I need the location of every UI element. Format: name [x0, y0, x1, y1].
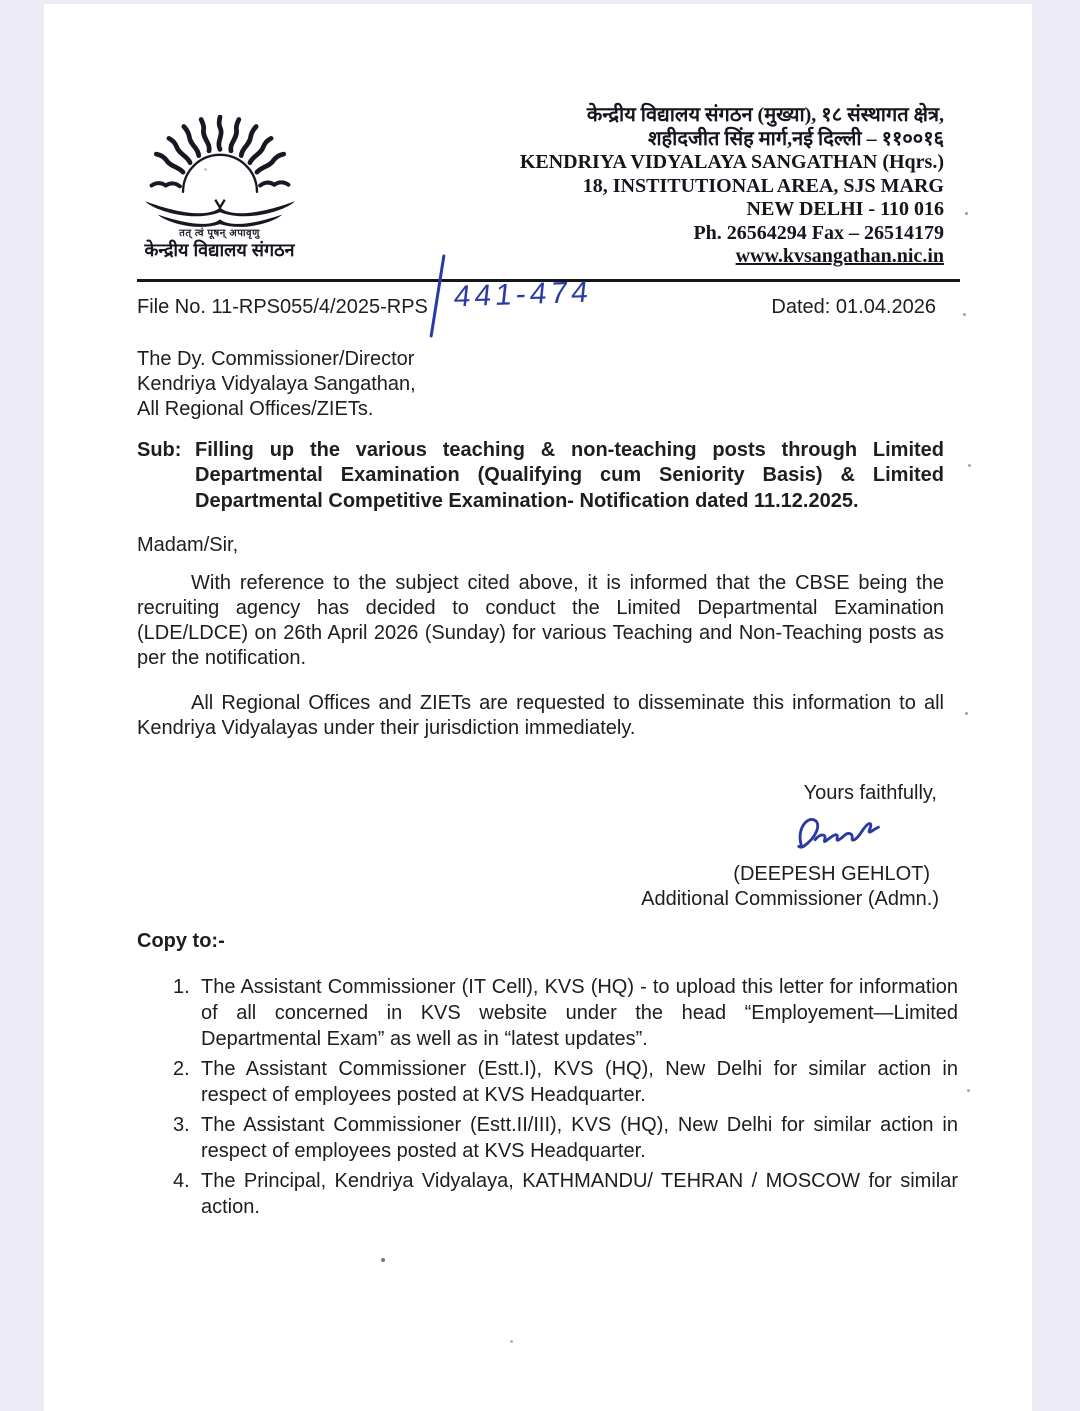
- org-website-link[interactable]: www.kvsangathan.nic.in: [735, 245, 944, 267]
- letter-paper: [44, 4, 1032, 1411]
- signature-handwriting-icon: [778, 808, 904, 856]
- letter-date: Dated: 01.04.2026: [771, 295, 936, 318]
- scan-speck: [510, 1340, 513, 1343]
- addressee-line: The Dy. Commissioner/Director: [137, 347, 415, 370]
- org-phone: Ph. 26564294 Fax – 26514179: [693, 221, 944, 244]
- signatory-designation: Additional Commissioner (Admn.): [641, 888, 939, 910]
- copy-item-text: The Principal, Kendriya Vidyalaya, KATHMANDU/ TEHRAN / MOSCOW for similar action.: [201, 1170, 958, 1218]
- copy-item-number: 4.: [173, 1170, 190, 1192]
- handwritten-file-range: 441-474: [452, 275, 594, 313]
- addressee-line: All Regional Offices/ZIETs.: [137, 397, 374, 420]
- subject-text: Filling up the various teaching & non-teaching posts through Limited Departmental Examination (Qualifying cum Seniority Basis) & Limited Departmental Competitive Examination- Notification dated 11.12.2025.: [195, 438, 944, 512]
- logo-motto: तत् त्वं पूषन् अपावृणु: [179, 228, 260, 239]
- copy-item-text: The Assistant Commissioner (Estt.I), KVS (HQ), New Delhi for similar action in respect of employees posted at KVS Headquarter.: [201, 1058, 958, 1106]
- scan-speck: [968, 464, 971, 467]
- copy-item: [137, 1168, 958, 1220]
- logo-name: केन्द्रीय विद्यालय संगठन: [144, 240, 295, 260]
- body-paragraph-1: With reference to the subject cited above, it is informed that the CBSE being the recruiting agency has decided to conduct the Limited Departmental Examination (LDE/LDCE) on 26th April 2026 (Sunday) for various Teaching and Non-Teaching posts as per the notification.: [137, 572, 944, 669]
- body-paragraph-2: All Regional Offices and ZIETs are requested to disseminate this information to all Kendriya Vidyalayas under their jurisdiction immediately.: [137, 692, 944, 739]
- copy-to-list: [137, 974, 958, 1220]
- org-street: 18, INSTITUTIONAL AREA, SJS MARG: [582, 174, 944, 197]
- scan-speck: [967, 1089, 970, 1092]
- closing-phrase: Yours faithfully,: [803, 782, 937, 804]
- letterhead: [137, 102, 944, 269]
- addressee-line: Kendriya Vidyalaya Sangathan,: [137, 372, 416, 395]
- file-number: File No. 11-RPS055/4/2025-RPS: [137, 295, 428, 318]
- scan-speck: [965, 212, 968, 215]
- copy-item: [137, 974, 958, 1052]
- file-date-row: [137, 275, 944, 320]
- kvs-logo: [112, 110, 327, 260]
- scan-speck: [204, 168, 207, 171]
- subject-label: Sub:: [137, 438, 182, 461]
- copy-item-text: The Assistant Commissioner (Estt.II/III), KVS (HQ), New Delhi for similar action in respect of employees posted at KVS Headquarter.: [201, 1114, 958, 1162]
- signature-block: [137, 781, 944, 912]
- copy-item-text: The Assistant Commissioner (IT Cell), KVS (HQ) - to upload this letter for information of all concerned in KVS website under the head “Employement—Limited Departmental Exam” as well as in “latest updates”.: [201, 976, 958, 1050]
- addressee-block: [137, 347, 944, 422]
- subject-block: [137, 438, 944, 515]
- signature-ink: [137, 808, 904, 862]
- copy-item-number: 1.: [173, 976, 190, 998]
- letterhead-address: [520, 104, 944, 269]
- copy-item-number: 2.: [173, 1058, 190, 1080]
- kvs-sun-book-emblem-icon: [120, 110, 320, 228]
- org-city: NEW DELHI - 110 016: [746, 198, 944, 220]
- scan-speck: [963, 313, 966, 316]
- copy-item: [137, 1056, 958, 1108]
- copy-item: [137, 1112, 958, 1164]
- signatory-name: (DEEPESH GEHLOT): [733, 863, 930, 885]
- address-line-hindi-2: शहीदजीत सिंह मार्ग,नई दिल्ली – ११००१६: [647, 127, 944, 150]
- scan-speck: [381, 1258, 385, 1262]
- copy-to-heading: Copy to:-: [137, 930, 225, 952]
- copy-item-number: 3.: [173, 1114, 190, 1136]
- salutation: Madam/Sir,: [137, 534, 239, 556]
- address-line-hindi-1: केन्द्रीय विद्यालय संगठन (मुख्या), १८ संस्थागत क्षेत्र,: [586, 104, 944, 126]
- scan-speck: [965, 712, 968, 715]
- org-name: KENDRIYA VIDYALAYA SANGATHAN (Hqrs.): [519, 151, 944, 173]
